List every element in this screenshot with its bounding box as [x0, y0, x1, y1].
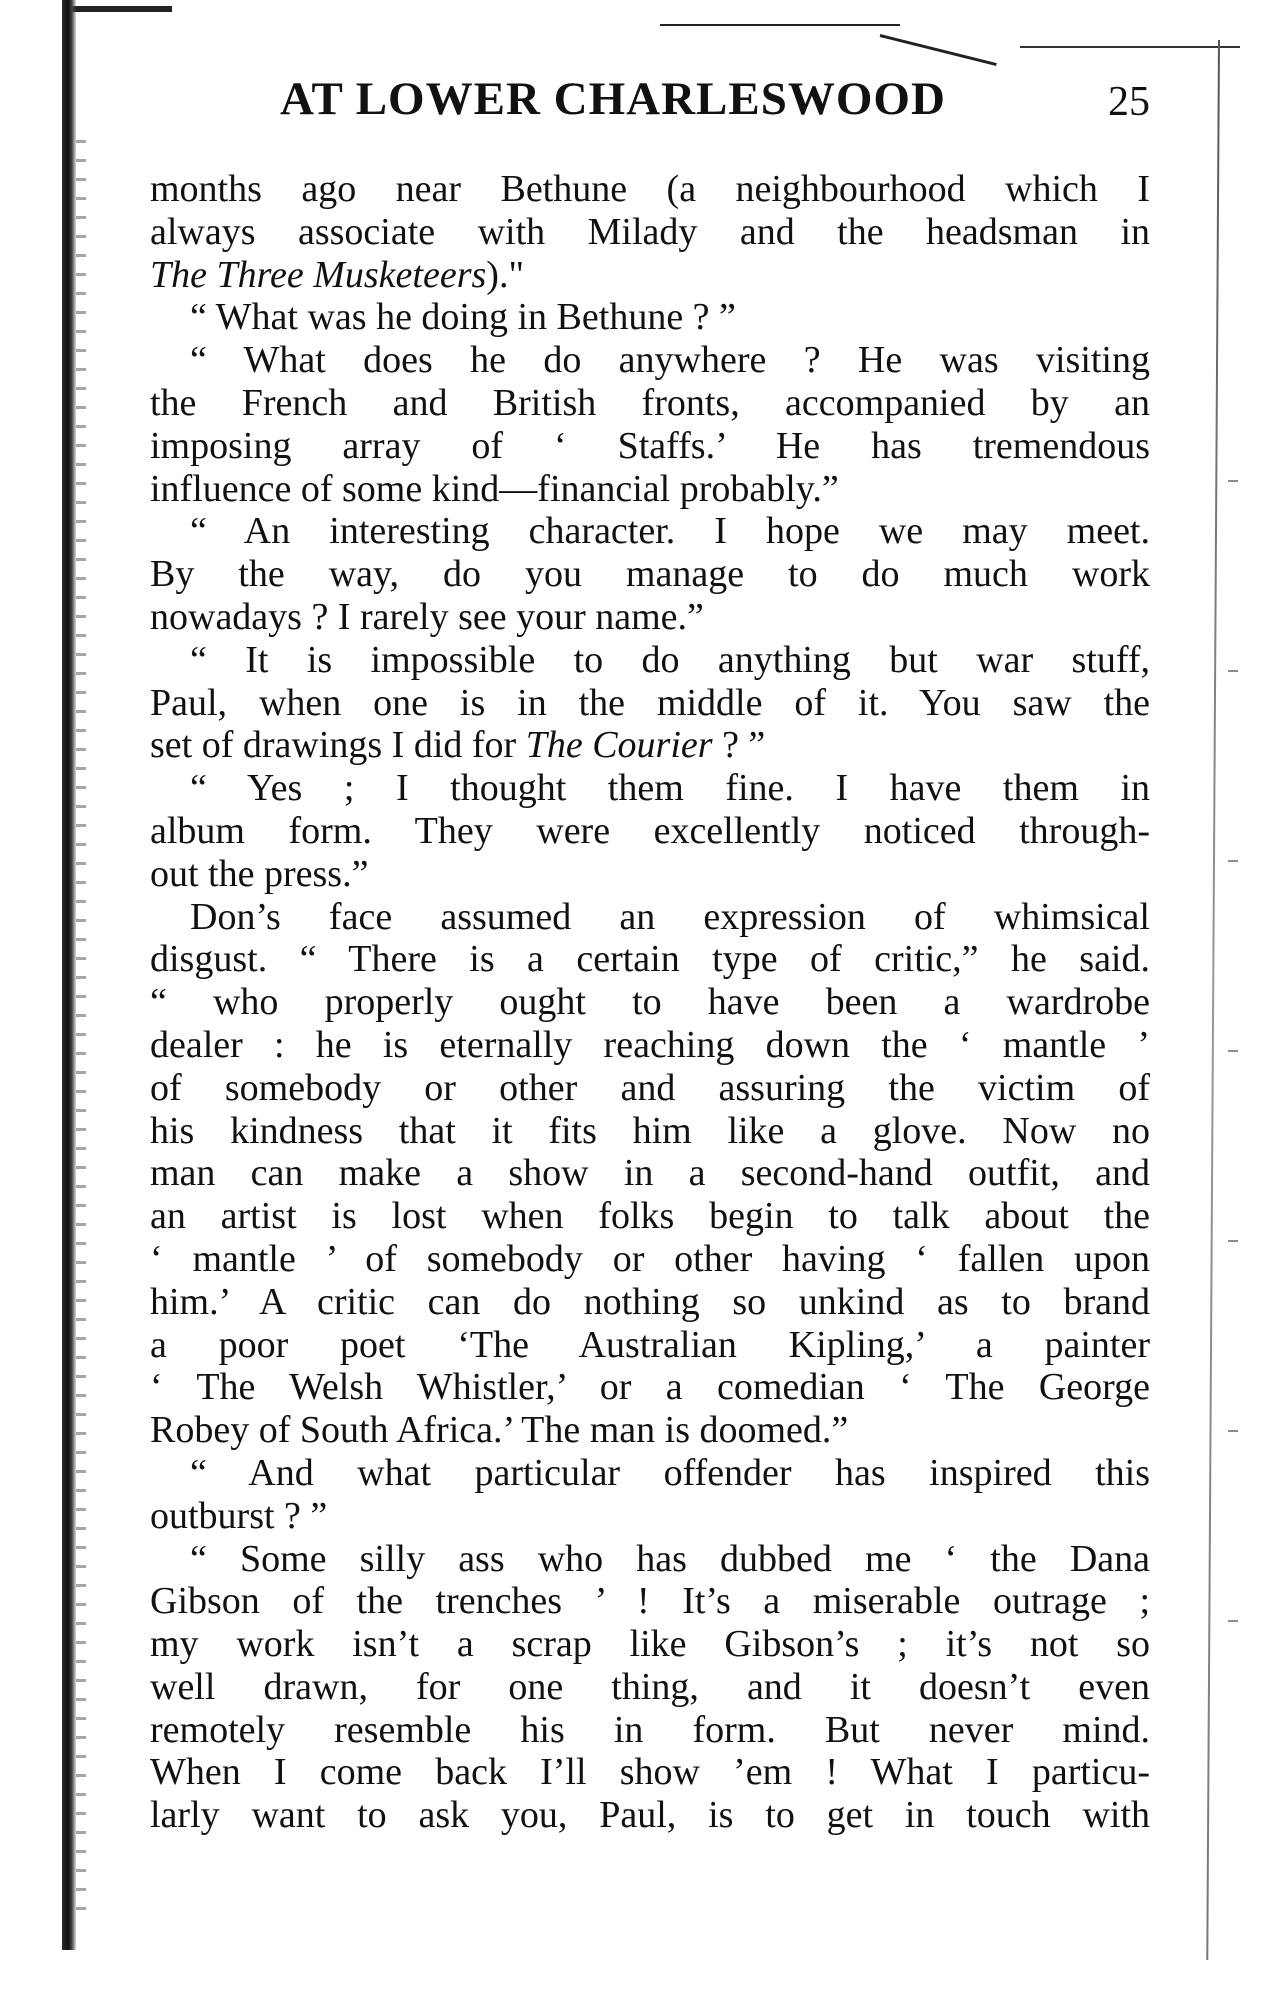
text-line: out the press.”: [150, 852, 369, 895]
text-line: “ It is impossible to do anything but war stuff,: [190, 638, 1150, 681]
text-line: “ And what particular offender has inspired this: [190, 1451, 1150, 1494]
text-line: ‘ mantle ’ of somebody or other having ‘ fallen upon: [150, 1237, 1150, 1280]
torn-edge-line: [880, 34, 997, 66]
text-line: Gibson of the trenches ’ ! It’s a miserable outrage ;: [150, 1580, 1150, 1623]
text-line: him.’ A critic can do nothing so unkind as to brand: [150, 1280, 1150, 1323]
text-line: imposing array of ‘ Staffs.’ He has tremendous: [150, 424, 1150, 467]
text-line: larly want to ask you, Paul, is to get in touch with: [150, 1794, 1150, 1837]
text-line: always associate with Milady and the headsman in: [150, 210, 1150, 253]
text-line: months ago near Bethune (a neighbourhood which I: [150, 168, 1150, 210]
text-line: “ who properly ought to have been a wardrobe: [150, 981, 1150, 1024]
text-line: outburst ? ”: [150, 1494, 328, 1537]
text-line: Don’s face assumed an expression of whimsical: [190, 895, 1150, 938]
page-right-edge: [1206, 40, 1220, 1960]
scan-edge-mark: [62, 6, 172, 12]
text-line: Paul, when one is in the middle of it. You saw the: [150, 681, 1150, 724]
text-line: nowadays ? I rarely see your name.”: [150, 595, 704, 638]
text-line: set of drawings I did for The Courier ? ”: [150, 724, 766, 767]
torn-edge-line: [1020, 46, 1240, 48]
page-number: 25: [1108, 79, 1150, 125]
text-line: disgust. “ There is a certain type of critic,” he said.: [150, 938, 1150, 981]
text-line: album form. They were excellently noticed through-: [150, 809, 1150, 852]
text-line: an artist is lost when folks begin to talk about the: [150, 1195, 1150, 1238]
text-line: When I come back I’ll show ’em ! What I particu-: [150, 1751, 1150, 1794]
text-line: dealer : he is eternally reaching down the ‘ mantle ’: [150, 1023, 1150, 1066]
text-line: influence of some kind—financial probably.”: [150, 467, 839, 510]
text-line: ‘ The Welsh Whistler,’ or a comedian ‘ The George: [150, 1366, 1150, 1409]
text-line: remotely resemble his in form. But never mind.: [150, 1708, 1150, 1751]
text-line: “ What does he do anywhere ? He was visiting: [190, 339, 1150, 382]
text-line: “ What was he doing in Bethune ? ”: [190, 296, 736, 339]
text-line: of somebody or other and assuring the victim of: [150, 1066, 1150, 1109]
binding-edge-shadow: [62, 0, 76, 1950]
text-line: my work isn’t a scrap like Gibson’s ; it’s not so: [150, 1623, 1150, 1666]
body-text: [150, 168, 1150, 1837]
text-line: his kindness that it fits him like a glove. Now no: [150, 1109, 1150, 1152]
text-line: man can make a show in a second-hand outfit, and: [150, 1152, 1150, 1195]
running-title: AT LOWER CHARLESWOOD: [280, 73, 946, 125]
text-line: well drawn, for one thing, and it doesn’t even: [150, 1665, 1150, 1708]
text-line: “ An interesting character. I hope we may meet.: [190, 510, 1150, 553]
text-line: The Three Musketeers).": [150, 253, 524, 296]
text-line: “ Yes ; I thought them fine. I have them in: [190, 767, 1150, 810]
text-line: “ Some silly ass who has dubbed me ‘ the Dana: [190, 1537, 1150, 1580]
text-line: Robey of South Africa.’ The man is doomed.”: [150, 1409, 849, 1452]
running-head: [130, 72, 1150, 132]
text-line: By the way, do you manage to do much work: [150, 553, 1150, 596]
margin-marks: [1228, 480, 1238, 1760]
text-line: a poor poet ‘The Australian Kipling,’ a painter: [150, 1323, 1150, 1366]
torn-edge-line: [660, 24, 900, 26]
text-line: the French and British fronts, accompanied by an: [150, 381, 1150, 424]
binding-speckle: [76, 140, 86, 1920]
